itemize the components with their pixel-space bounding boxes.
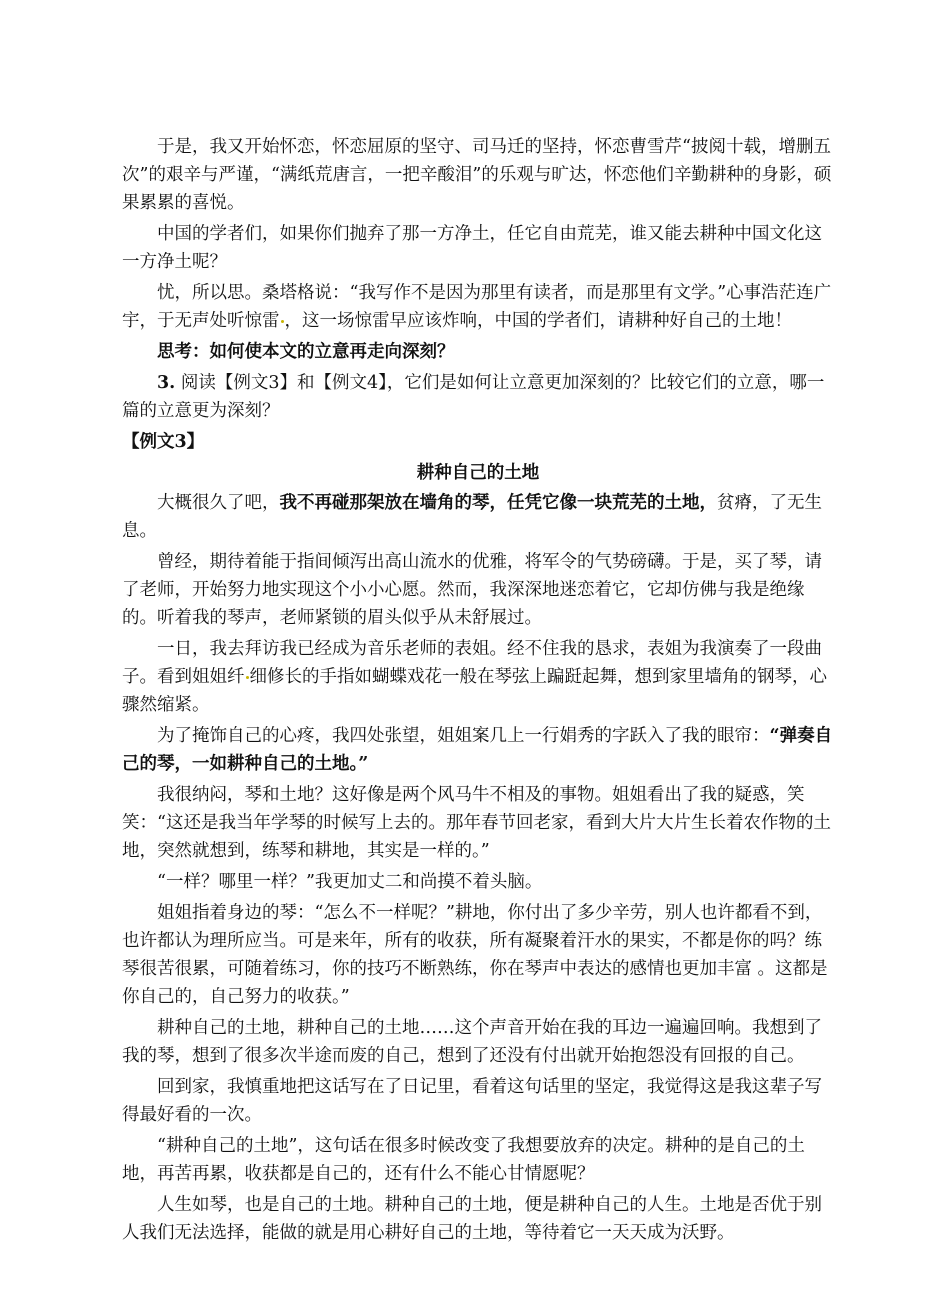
essay-paragraph-4 <box>122 722 834 778</box>
essay-paragraph-9: 回到家，我慎重地把这话写在了日记里，看着这句话里的坚定，我觉得这是我这辈子写得最好看的一次。 <box>122 1077 822 1125</box>
essay-paragraph-10: “耕种自己的土地”，这句话在很多时候改变了我想要放弃的决定。耕种的是自己的土地，再苦再累，收获都是自己的，还有什么不能心甘情愿呢？ <box>122 1136 805 1184</box>
essay-p4-start: 为了掩饰自己的心疼，我四处张望，姐姐案几上一行娟秀的字跃入了我的眼帘： <box>157 726 770 746</box>
paragraph-1: 于是，我又开始怀恋，怀恋屈原的坚守、司马迁的坚持，怀恋曹雪芹“披阅十载，增删五次”的艰辛与严谨，“满纸荒唐言，一把辛酸泪”的乐观与旷达，怀恋他们辛勤耕种的身影，硕果累累的喜悦。 <box>122 137 832 213</box>
essay-p1-start: 大概很久了吧， <box>157 493 280 513</box>
essay-paragraph-2: 曾经，期待着能于指间倾泻出高山流水的优雅，将军令的气势磅礴。于是，买了琴，请了老师，开始努力地实现这个小小心愿。然而，我深深地迷恋着它，它却仿佛与我是绝缘的。听着我的琴声，老师紧锁的眉头似乎从未舒展过。 <box>122 552 822 628</box>
question-number: 3. <box>157 373 176 393</box>
essay-paragraph-3 <box>122 635 834 719</box>
paragraph-3-part-b: ，这一场惊雷早应该炸响，中国的学者们，请耕种好自己的土地！ <box>284 311 792 331</box>
paragraph-3 <box>122 279 834 335</box>
paragraph-3-part-a: 忧，所以思。桑塔格说：“我写作不是因为那里有读者，而是那里有文学。”心事浩茫连广宇，于无声处听惊雷 <box>122 283 832 331</box>
paragraph-2: 中国的学者们，如果你们抛弃了那一方净土，任它自由荒芜，谁又能去耕种中国文化这一方净土呢？ <box>122 224 822 272</box>
essay-p3-part-b: 细修长的手指如蝴蝶戏花一般在琴弦上蹁跹起舞，想到家里墙角的钢琴，心骤然缩紧。 <box>122 667 827 715</box>
essay-paragraph-8: 耕种自己的土地，耕种自己的土地……这个声音开始在我的耳边一遍遍回响。我想到了我的琴，想到了很多次半途而废的自己，想到了还没有付出就开始抱怨没有回报的自己。 <box>122 1018 822 1066</box>
essay-p1-end: 贫瘠，了无生息。 <box>122 493 822 541</box>
highlight-dot-mark <box>281 320 284 323</box>
think-heading: 思考：如何使本文的立意再走向深刻？ <box>157 342 455 362</box>
highlight-dot-mark <box>246 676 249 679</box>
essay-paragraph-1 <box>122 489 834 545</box>
essay-paragraph-11: 人生如琴，也是自己的土地。耕种自己的土地，便是耕种自己的人生。土地是否优于别人我们无法选择，能做的就是用心耕好自己的土地，等待着它一天天成为沃野。 <box>122 1195 822 1243</box>
question-3 <box>122 369 834 425</box>
essay-paragraph-7: 姐姐指着身边的琴：“怎么不一样呢？”耕地，你付出了多少辛劳，别人也许都看不到，也许都认为理所应当。可是来年，所有的收获，所有凝聚着汗水的果实，不都是你的吗？练琴很苦很累，可随着练习，你的技巧不断熟练，你在琴声中表达的感情也更加丰富 。这都是你自己的，自己努力的收获。” <box>122 903 828 1007</box>
essay-p4-quote: “弹奏自己的琴，一如耕种自己的土地。” <box>122 726 833 774</box>
body-text <box>122 133 834 1250</box>
essay-p1-bold: 我不再碰那架放在墙角的琴，任凭它像一块荒芜的土地， <box>279 493 717 513</box>
essay-paragraph-5: 我很纳闷，琴和土地？这好像是两个风马牛不相及的事物。姐姐看出了我的疑惑，笑笑：“这还是我当年学琴的时候写上去的。那年春节回老家，看到大片大片生长着农作物的土地，突然就想到，练琴和耕地，其实是一样的。” <box>122 785 831 861</box>
essay-p3-part-a: 一日，我去拜访我已经成为音乐老师的表姐。经不住我的恳求，表姐为我演奏了一段曲子。看到姐姐纤 <box>122 639 822 687</box>
essay-title: 耕种自己的土地 <box>416 463 540 483</box>
question-text: 阅读【例文3】和【例文4】，它们是如何让立意更加深刻的？比较它们的立意，哪一篇的立意更为深刻？ <box>122 373 825 421</box>
essay-paragraph-6: “一样？哪里一样？”我更加丈二和尚摸不着头脑。 <box>157 872 543 892</box>
example-label: 【例文3】 <box>122 432 205 452</box>
